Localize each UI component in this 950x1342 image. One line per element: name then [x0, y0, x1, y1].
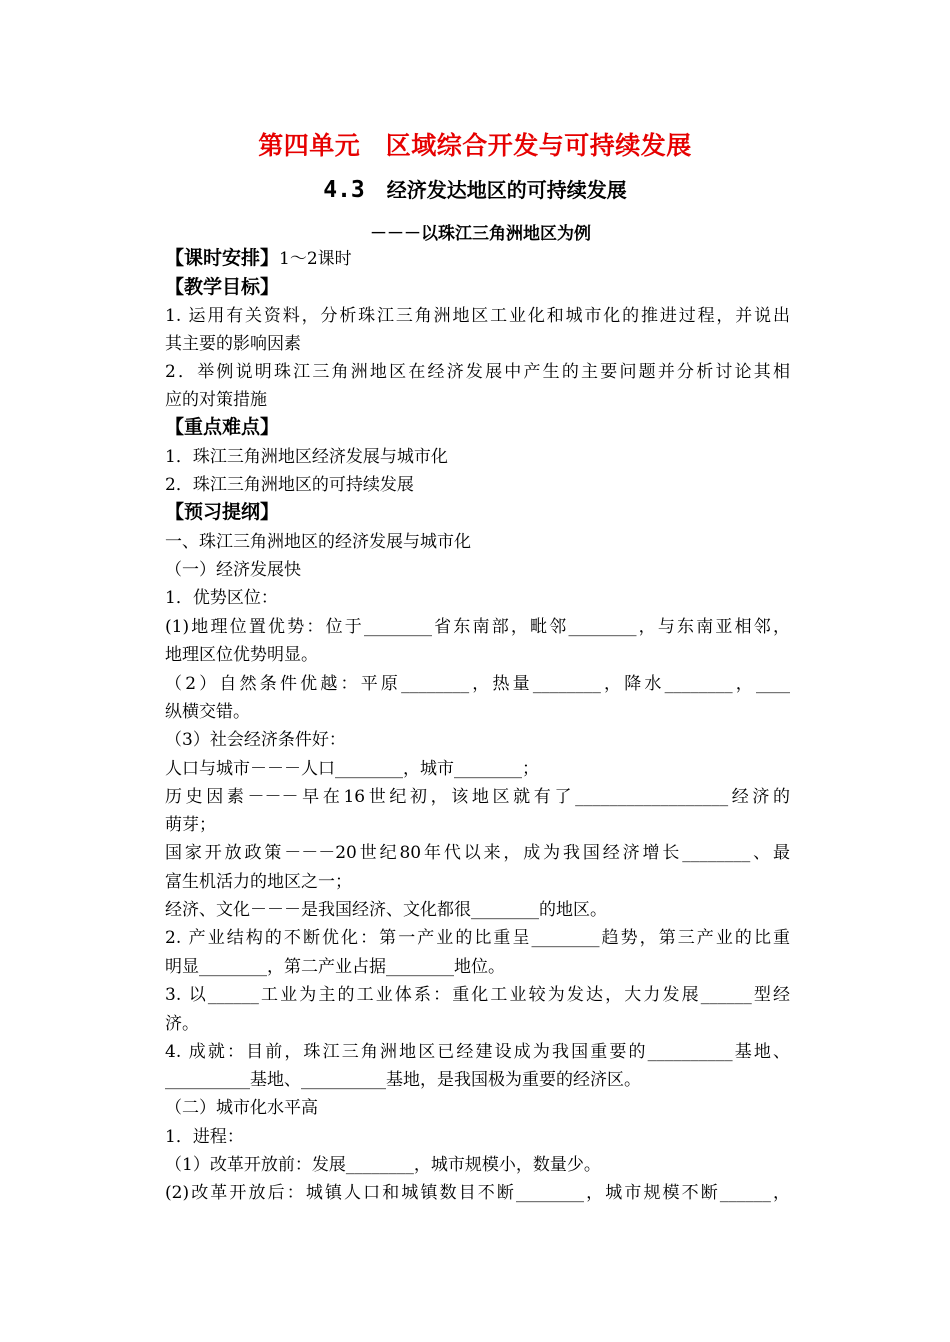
text-line: 富生机活力的地区之一；	[165, 872, 352, 892]
text-line: 纵横交错。	[165, 702, 250, 722]
text-line: 2．举例说明珠江三角洲地区在经济发展中产生的主要问题并分析讨论其相	[165, 362, 790, 382]
text-line: 经济、文化－－－是我国经济、文化都很________的地区。	[165, 900, 607, 920]
text-line: （二）城市化水平高	[165, 1098, 318, 1118]
text-line: （一）经济发展快	[165, 560, 301, 580]
lesson-number: 4.3	[323, 177, 365, 203]
lesson-title	[0, 174, 950, 203]
text-line: 3. 以______工业为主的工业体系：重化工业较为发达，大力发展______型经	[165, 985, 790, 1005]
section-outline	[165, 499, 790, 527]
section-text: 1～2课时	[279, 249, 352, 269]
text-line: __________基地、__________基地，是我国极为重要的经济区。	[165, 1070, 641, 1090]
text-line: 其主要的影响因素	[165, 334, 301, 354]
text-line: 一、珠江三角洲地区的经济发展与城市化	[165, 532, 471, 552]
text-line: 1．进程：	[165, 1127, 244, 1147]
text-line: （2）自然条件优越：平原________，热量________，降水________，____	[165, 674, 790, 694]
text-line: （3）社会经济条件好：	[165, 730, 346, 750]
lesson-title-text: 经济发达地区的可持续发展	[386, 178, 627, 202]
unit-title: 第四单元 区域综合开发与可持续发展	[258, 131, 692, 160]
section-heading: 【预习提纲】	[165, 501, 280, 523]
text-line: 4. 成就：目前，珠江三角洲地区已经建设成为我国重要的__________基地、	[165, 1042, 790, 1062]
section-schedule	[165, 245, 790, 273]
text-line: (1)地理位置优势：位于________省东南部，毗邻________，与东南亚相邻，	[165, 617, 790, 637]
text-line: 济。	[165, 1014, 199, 1034]
text-line: 2．珠江三角洲地区的可持续发展	[165, 475, 414, 495]
section-key-points	[165, 414, 790, 442]
text-line: (2)改革开放后：城镇人口和城镇数目不断________，城市规模不断______，	[165, 1183, 790, 1203]
text-line: 人口与城市－－－人口________，城市________；	[165, 759, 539, 779]
section-heading: 【课时安排】	[165, 247, 280, 269]
text-line: （1）改革开放前：发展________，城市规模小，数量少。	[165, 1155, 601, 1175]
text-line: 1. 运用有关资料，分析珠江三角洲地区工业化和城市化的推进过程，并说出	[165, 306, 790, 326]
section-heading: 【教学目标】	[165, 276, 280, 298]
text-line: 1．珠江三角洲地区经济发展与城市化	[165, 447, 448, 467]
text-line: 应的对策措施	[165, 390, 267, 410]
lesson-subtitle: －－－以珠江三角洲地区为例	[370, 224, 591, 244]
text-line: 萌芽；	[165, 815, 216, 835]
text-line: 国家开放政策－－－20世纪80年代以来，成为我国经济增长________、最	[165, 843, 790, 863]
text-line: 1．优势区位：	[165, 588, 278, 608]
section-objectives	[165, 274, 790, 302]
text-line: 地理区位优势明显。	[165, 645, 318, 665]
text-line: 2. 产业结构的不断优化：第一产业的比重呈________趋势，第三产业的比重	[165, 928, 790, 948]
section-heading: 【重点难点】	[165, 416, 280, 438]
text-line: 历史因素－－－早在16世纪初，该地区就有了__________________经济的	[165, 787, 790, 807]
text-line: 明显________，第二产业占据________地位。	[165, 957, 505, 977]
